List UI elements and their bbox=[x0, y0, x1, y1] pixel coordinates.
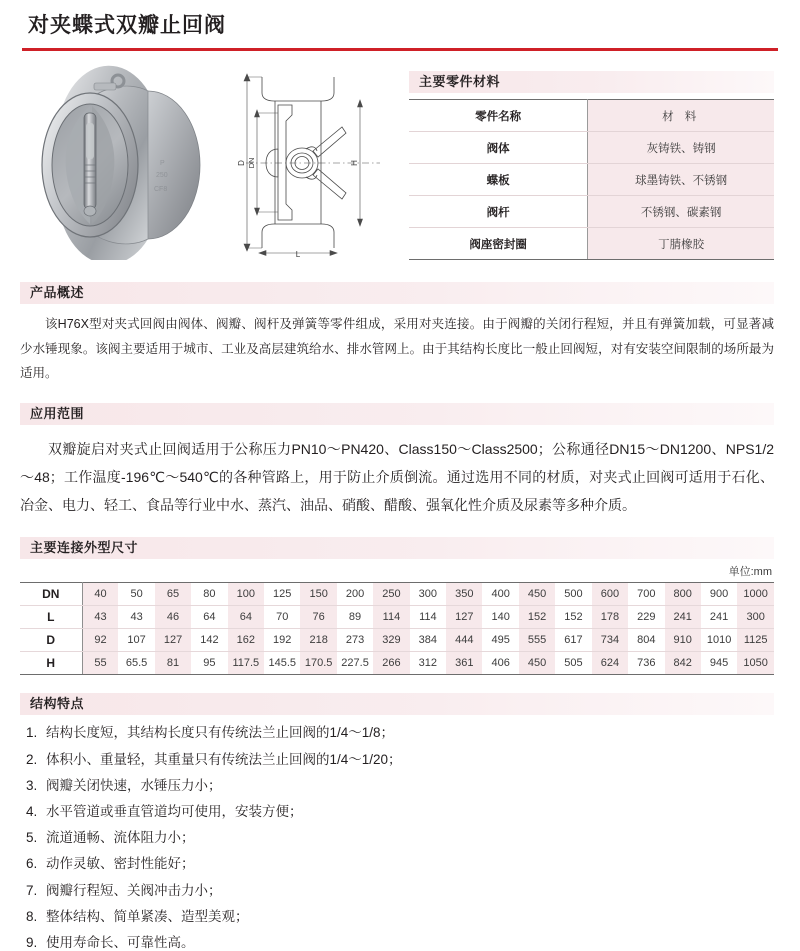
part-name-cell: 蝶板 bbox=[409, 164, 588, 196]
application-paragraph: 双瓣旋启对夹式止回阀适用于公称压力PN10～PN420、Class150～Class2500；公称通径DN15～DN1200、NPS1/2～48；工作温度-196℃～540℃的各种管路上，用于防止介质倒流。通过选用不同的材质，对夹式止回阀可适用于石化、冶金、电力、轻工、食品等行业中水、蒸汽、油品、硝酸、醋酸、强氧化性介质及尿素等多种介质。 bbox=[20, 441, 774, 514]
dimension-row-label: D bbox=[20, 629, 82, 652]
dimension-cell: 80 bbox=[191, 583, 227, 606]
list-item bbox=[20, 935, 774, 951]
table-row bbox=[20, 629, 774, 652]
drawing-label-l: L bbox=[295, 250, 301, 260]
dimension-cell: 76 bbox=[300, 606, 336, 629]
page-title: 对夹蝶式双瓣止回阀 bbox=[28, 14, 226, 37]
list-item-number: 5. bbox=[26, 830, 38, 846]
dimension-cell: 81 bbox=[155, 652, 191, 675]
material-cell: 丁腈橡胶 bbox=[588, 228, 774, 260]
dimension-cell: 162 bbox=[228, 629, 264, 652]
table-row bbox=[20, 652, 774, 675]
dimension-cell: 70 bbox=[264, 606, 300, 629]
dimension-cell: 50 bbox=[118, 583, 154, 606]
overview-heading: 产品概述 bbox=[20, 282, 774, 304]
list-item-text: 阀瓣行程短、关阀冲击力小； bbox=[46, 882, 222, 898]
dimension-cell: 64 bbox=[228, 606, 264, 629]
dimension-cell: 140 bbox=[482, 606, 518, 629]
list-item bbox=[20, 830, 774, 846]
list-item-number: 7. bbox=[26, 882, 38, 898]
dimension-cell: 227.5 bbox=[337, 652, 373, 675]
list-item-text: 水平管道或垂直管道均可使用，安装方便； bbox=[46, 803, 303, 819]
material-table-heading: 主要零件材料 bbox=[409, 71, 774, 93]
dimension-cell: 192 bbox=[264, 629, 300, 652]
list-item bbox=[20, 856, 774, 872]
drawing-label-h: H bbox=[350, 160, 359, 167]
dimensions-heading: 主要连接外型尺寸 bbox=[20, 537, 774, 559]
dimension-cell: 114 bbox=[410, 606, 446, 629]
dimension-cell: 910 bbox=[665, 629, 701, 652]
part-name-cell: 阀座密封圈 bbox=[409, 228, 588, 260]
list-item-number: 2. bbox=[26, 751, 38, 767]
dimension-cell: 127 bbox=[446, 606, 482, 629]
dimension-cell: 495 bbox=[482, 629, 518, 652]
dimension-row-label: L bbox=[20, 606, 82, 629]
table-row bbox=[409, 132, 774, 164]
dimension-row-label: DN bbox=[20, 583, 82, 606]
dimension-cell: 804 bbox=[628, 629, 664, 652]
material-table-block bbox=[409, 65, 774, 260]
dimension-cell: 624 bbox=[592, 652, 628, 675]
dimension-cell: 736 bbox=[628, 652, 664, 675]
dimensions-section bbox=[0, 537, 800, 675]
table-row bbox=[409, 196, 774, 228]
application-heading: 应用范围 bbox=[20, 403, 774, 425]
dimension-cell: 300 bbox=[737, 606, 774, 629]
list-item-number: 8. bbox=[26, 908, 38, 924]
table-row bbox=[20, 583, 774, 606]
list-item bbox=[20, 725, 774, 741]
dimension-cell: 555 bbox=[519, 629, 555, 652]
dimension-cell: 40 bbox=[82, 583, 118, 606]
dimension-cell: 89 bbox=[337, 606, 373, 629]
page-header bbox=[0, 0, 800, 39]
list-item-number: 9. bbox=[26, 934, 38, 950]
table-row bbox=[409, 164, 774, 196]
drawing-label-dn: DN bbox=[247, 157, 256, 169]
dimension-cell: 95 bbox=[191, 652, 227, 675]
dimension-cell: 92 bbox=[82, 629, 118, 652]
dimension-cell: 400 bbox=[482, 583, 518, 606]
dimension-cell: 350 bbox=[446, 583, 482, 606]
dimension-cell: 450 bbox=[519, 583, 555, 606]
dimension-cell: 945 bbox=[701, 652, 737, 675]
material-cell: 灰铸铁、铸钢 bbox=[588, 132, 774, 164]
dimensions-unit-note: 单位:mm bbox=[728, 566, 772, 579]
application-section bbox=[0, 403, 800, 519]
material-table bbox=[409, 99, 774, 260]
list-item-number: 6. bbox=[26, 856, 38, 872]
part-name-cell: 阀杆 bbox=[409, 196, 588, 228]
list-item bbox=[20, 752, 774, 768]
dimensions-table bbox=[20, 582, 774, 675]
list-item-text: 流道通畅、流体阻力小； bbox=[46, 830, 195, 846]
table-row bbox=[409, 228, 774, 260]
dimension-cell: 218 bbox=[300, 629, 336, 652]
dimension-cell: 43 bbox=[82, 606, 118, 629]
dimension-cell: 266 bbox=[373, 652, 409, 675]
list-item-number: 4. bbox=[26, 803, 38, 819]
svg-text:P: P bbox=[160, 160, 165, 168]
table-row bbox=[20, 606, 774, 629]
list-item-text: 阀瓣关闭快速，水锤压力小； bbox=[46, 777, 222, 793]
list-item-number: 1. bbox=[26, 725, 38, 741]
dimension-cell: 241 bbox=[665, 606, 701, 629]
dimension-cell: 617 bbox=[555, 629, 591, 652]
valve-dimension-drawing bbox=[220, 65, 405, 260]
list-item-text: 动作灵敏、密封性能好； bbox=[46, 856, 195, 872]
features-list bbox=[20, 725, 774, 951]
dimension-cell: 273 bbox=[337, 629, 373, 652]
dimension-cell: 46 bbox=[155, 606, 191, 629]
dimension-cell: 114 bbox=[373, 606, 409, 629]
dimension-cell: 152 bbox=[555, 606, 591, 629]
dimension-cell: 107 bbox=[118, 629, 154, 652]
dimension-cell: 1010 bbox=[701, 629, 737, 652]
dimension-cell: 152 bbox=[519, 606, 555, 629]
dimension-cell: 734 bbox=[592, 629, 628, 652]
material-cell: 不锈钢、碳素钢 bbox=[588, 196, 774, 228]
dimension-cell: 505 bbox=[555, 652, 591, 675]
dimension-cell: 250 bbox=[373, 583, 409, 606]
dimension-cell: 1050 bbox=[737, 652, 774, 675]
overview-section bbox=[0, 282, 800, 385]
dimension-cell: 1125 bbox=[737, 629, 774, 652]
list-item bbox=[20, 778, 774, 794]
dimension-cell: 170.5 bbox=[300, 652, 336, 675]
overview-paragraph: 该H76X型对夹式回阀由阀体、阀瓣、阀杆及弹簧等零件组成，采用对夹连接。由于阀瓣的关闭行程短，并且有弹簧加载，可显著减少水锤现象。该阀主要适用于城市、工业及高层建筑给水、排水管网上。由于其结构长度比一般止回阀短，对有安装空间限制的场所最为适用。 bbox=[20, 317, 774, 381]
header-part-name: 零件名称 bbox=[409, 100, 588, 132]
dimension-cell: 64 bbox=[191, 606, 227, 629]
product-photo bbox=[20, 65, 216, 260]
dimension-cell: 127 bbox=[155, 629, 191, 652]
dimension-cell: 229 bbox=[628, 606, 664, 629]
dimension-cell: 500 bbox=[555, 583, 591, 606]
list-item-text: 结构长度短，其结构长度只有传统法兰止回阀的1/4～1/8； bbox=[46, 725, 395, 741]
dimension-cell: 125 bbox=[264, 583, 300, 606]
drawing-label-d: D bbox=[237, 160, 246, 167]
dimension-cell: 200 bbox=[337, 583, 373, 606]
product-top-row bbox=[0, 51, 800, 260]
valve-photo-illustration bbox=[20, 65, 216, 260]
dimension-cell: 842 bbox=[665, 652, 701, 675]
dimension-cell: 55 bbox=[82, 652, 118, 675]
dimension-cell: 100 bbox=[228, 583, 264, 606]
dimension-cell: 300 bbox=[410, 583, 446, 606]
dimension-cell: 329 bbox=[373, 629, 409, 652]
part-name-cell: 阀体 bbox=[409, 132, 588, 164]
svg-text:CF8: CF8 bbox=[154, 186, 168, 194]
dimension-cell: 361 bbox=[446, 652, 482, 675]
dimension-cell: 178 bbox=[592, 606, 628, 629]
dimension-cell: 150 bbox=[300, 583, 336, 606]
list-item-text: 体积小、重量轻，其重量只有传统法兰止回阀的1/4～1/20； bbox=[46, 751, 402, 767]
table-header-row bbox=[409, 100, 774, 132]
dimension-cell: 241 bbox=[701, 606, 737, 629]
features-section bbox=[0, 693, 800, 951]
list-item-text: 整体结构、简单紧凑、造型美观； bbox=[46, 908, 249, 924]
list-item bbox=[20, 909, 774, 925]
list-item bbox=[20, 883, 774, 899]
features-heading: 结构特点 bbox=[20, 693, 774, 715]
dimension-cell: 900 bbox=[701, 583, 737, 606]
dimension-cell: 600 bbox=[592, 583, 628, 606]
list-item bbox=[20, 804, 774, 820]
material-cell: 球墨铸铁、不锈钢 bbox=[588, 164, 774, 196]
dimension-cell: 406 bbox=[482, 652, 518, 675]
dimension-cell: 145.5 bbox=[264, 652, 300, 675]
dimension-cell: 65 bbox=[155, 583, 191, 606]
dimension-cell: 312 bbox=[410, 652, 446, 675]
dimension-cell: 43 bbox=[118, 606, 154, 629]
dimension-cell: 142 bbox=[191, 629, 227, 652]
dimension-cell: 800 bbox=[665, 583, 701, 606]
svg-text:250: 250 bbox=[156, 172, 168, 180]
dimension-cell: 1000 bbox=[737, 583, 774, 606]
dimension-cell: 700 bbox=[628, 583, 664, 606]
technical-drawing bbox=[220, 65, 405, 260]
dimension-cell: 65.5 bbox=[118, 652, 154, 675]
header-material: 材 料 bbox=[588, 100, 774, 132]
dimension-cell: 384 bbox=[410, 629, 446, 652]
dimension-cell: 450 bbox=[519, 652, 555, 675]
dimension-cell: 444 bbox=[446, 629, 482, 652]
dimension-row-label: H bbox=[20, 652, 82, 675]
list-item-text: 使用寿命长、可靠性高。 bbox=[46, 934, 195, 950]
list-item-number: 3. bbox=[26, 777, 38, 793]
dimension-cell: 117.5 bbox=[228, 652, 264, 675]
